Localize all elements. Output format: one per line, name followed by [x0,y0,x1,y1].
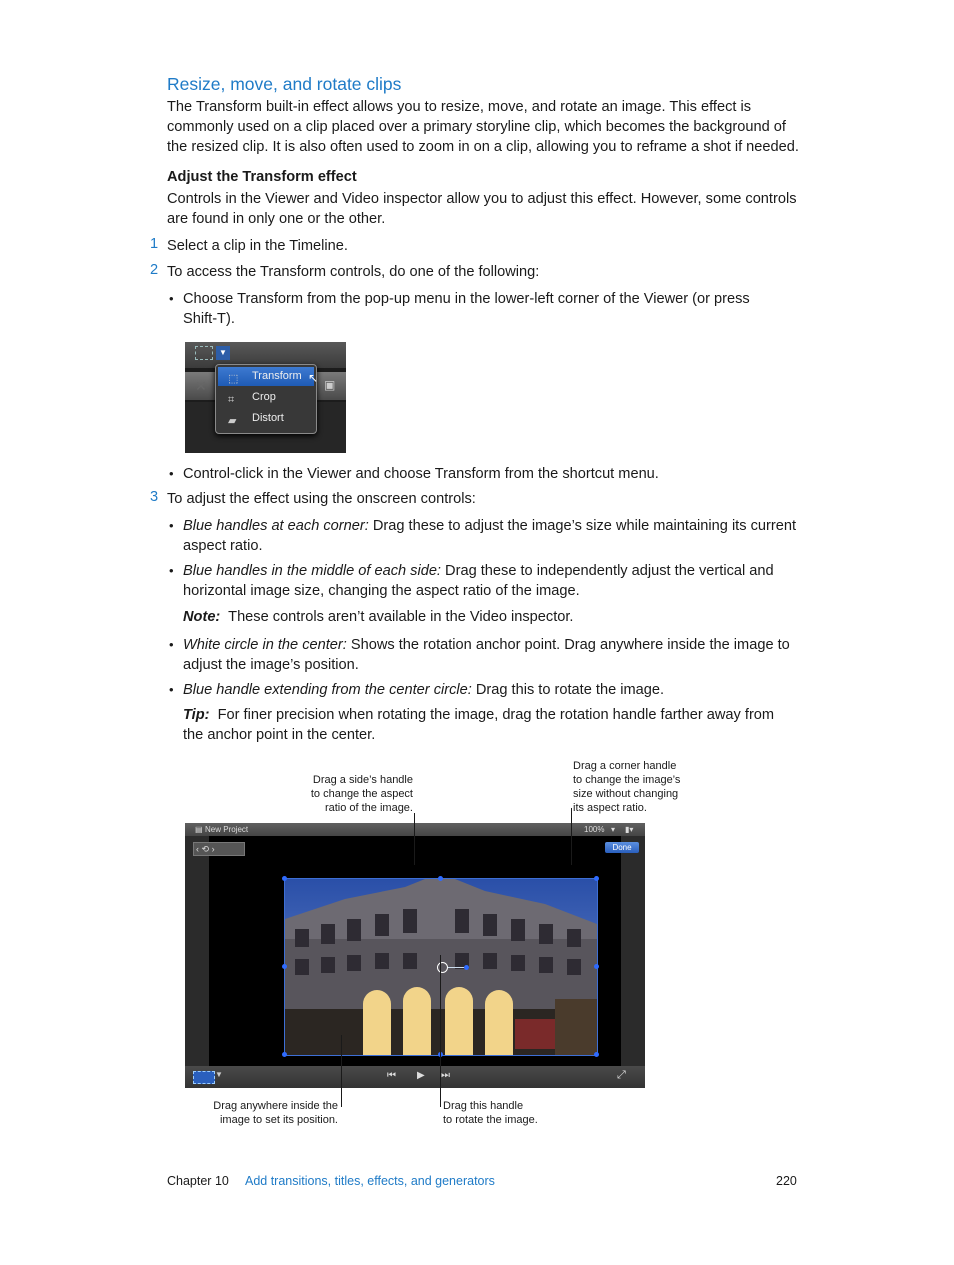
step-number: 1 [150,236,159,252]
transform-popup-screenshot [185,342,346,453]
note-text: These controls aren’t available in the Video inspector. [228,609,574,625]
callout-rotate: Drag this handle to rotate the image. [443,1100,538,1126]
callout-position: Drag anywhere inside the image to set its position. [213,1100,338,1126]
viewer-canvas[interactable] [196,836,632,1066]
step-number: 2 [150,262,159,278]
term: Blue handles in the middle of each side: [183,563,441,579]
footer-chapter-label: Chapter 10 [167,1174,229,1188]
list-item: Choose Transform from the pop-up menu in the lower-left corner of the Viewer (or press Shift-T). [183,291,750,327]
list-item: Control-click in the Viewer and choose Transform from the shortcut menu. [183,466,659,482]
film-icon: ▤ [195,825,203,834]
transform-icon: ⬚ [228,373,239,385]
term: Blue handle extending from the center circle: [183,682,472,698]
side-handle-left[interactable] [282,964,287,969]
callout-side-handle: Drag a side’s handle to change the aspect ratio of the image. [310,774,413,814]
sub-intro-paragraph: Controls in the Viewer and Video inspector allow you to adjust this effect. However, some controls are found in only one or the other. [167,191,797,227]
go-to-end-icon[interactable]: ⏭ [441,1070,450,1081]
menu-item-distort[interactable]: ▰ Distort [218,409,314,428]
leader-line [341,1035,342,1107]
step-number: 3 [150,489,159,505]
viewer-screenshot [185,823,645,1088]
list-item [183,635,798,675]
bullet-dot: • [169,637,174,652]
tip-label: Tip: [183,707,210,723]
step-text: To adjust the effect using the onscreen controls: [167,491,476,507]
camera-icon: ▣ [324,378,336,392]
leader-line [440,955,441,1107]
bullet-dot: • [169,291,174,306]
footer-chapter-link[interactable]: Add transitions, titles, effects, and generators [245,1174,495,1188]
chevron-right-icon[interactable]: › [211,844,215,854]
corner-handle-top-right[interactable] [594,876,599,881]
bullet-dot: • [169,563,174,578]
transform-nav-buttons[interactable] [193,842,245,856]
corner-handle-top-left[interactable] [282,876,287,881]
note-label: Note: [183,609,221,625]
anchor-point-circle[interactable] [437,962,448,973]
leader-line [571,808,572,865]
chevron-left-icon[interactable]: ‹ [196,844,199,854]
play-icon[interactable]: ▶ [417,1070,425,1081]
corner-handle-bottom-right[interactable] [594,1052,599,1057]
tip [183,705,793,745]
distort-icon: ▰ [228,415,237,427]
note [183,607,783,627]
clip-image[interactable] [284,878,598,1056]
step-text: Select a clip in the Timeline. [167,238,348,254]
chevron-down-icon[interactable]: ▼ [215,1070,223,1079]
reset-icon[interactable]: ⟲ [201,844,210,854]
bullet-dot: • [169,466,174,481]
rotation-handle[interactable] [464,965,469,970]
list-item [183,680,783,700]
transform-icon [195,346,213,360]
transform-icon[interactable] [193,1071,215,1084]
intro-paragraph: The Transform built-in effect allows you to resize, move, and rotate an image. This effect is commonly used on a clip placed over a primary storyline clip, which becomes the background of the resized clip. It is also often used to zoom in on a clip, allowing you to reframe a shot if needed. [167,99,799,155]
menu-item-crop[interactable]: ⌗ Crop [218,388,314,407]
side-handle-top[interactable] [438,876,443,881]
callout-corner-handle: Drag a corner handle to change the image’s size without changing its aspect ratio. [573,760,681,814]
menu-item-transform[interactable]: ⬚ Transform ↖ [218,367,314,386]
side-handle-right[interactable] [594,964,599,969]
viewer-titlebar [185,823,645,836]
viewer-title: New Project [205,825,249,834]
viewer-bottombar [185,1066,645,1088]
section-heading: Resize, move, and rotate clips [167,74,402,94]
description: Drag these to adjust the image’s size while maintaining its current aspect ratio. [183,518,797,554]
chevron-down-icon[interactable]: ▾ [611,825,616,834]
popup-arrow-icon[interactable]: ▼ [216,346,230,360]
term: Blue handles at each corner: [183,518,369,534]
go-to-start-icon[interactable]: ⏮ [387,1070,396,1081]
fullscreen-icon[interactable]: ⤢ [617,1069,626,1081]
list-item [183,516,798,556]
list-item [183,561,783,601]
crop-icon: ⌗ [228,394,235,406]
bullet-dot: • [169,682,174,697]
term: White circle in the center: [183,637,347,653]
subheading: Adjust the Transform effect [167,169,357,185]
leader-line [414,813,415,865]
description: Drag this to rotate the image. [471,682,665,698]
display-options-icon[interactable]: ▮▾ [625,825,634,834]
step-text: To access the Transform controls, do one of the following: [167,264,540,280]
wand-icon: ✕ [195,378,207,394]
zoom-level[interactable]: 100% [584,825,605,834]
page-number: 220 [776,1174,797,1188]
description: Shows the rotation anchor point. Drag anywhere inside the image to adjust the image’s position. [183,637,790,673]
done-button[interactable]: Done [605,842,639,853]
tip-text: For finer precision when rotating the image, drag the rotation handle farther away from the anchor point in the center. [183,707,775,743]
cursor-icon: ↖ [308,371,319,385]
bullet-dot: • [169,518,174,533]
corner-handle-bottom-left[interactable] [282,1052,287,1057]
description: Drag these to independently adjust the vertical and horizontal image size, changing the aspect ratio of the image. [183,563,774,599]
transform-popup-menu [215,364,317,434]
